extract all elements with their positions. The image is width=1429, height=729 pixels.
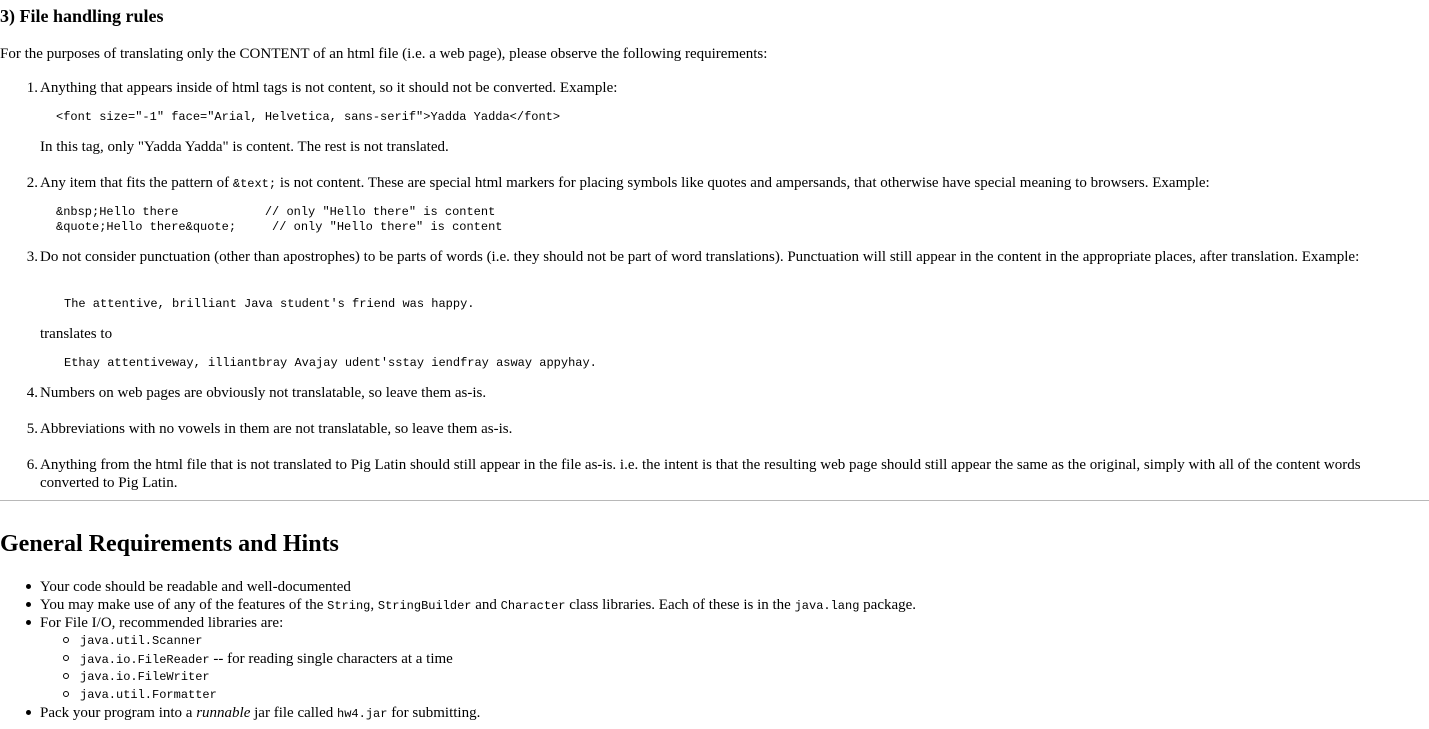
lib-scanner: java.util.Scanner xyxy=(80,634,203,648)
bullet-4-marker xyxy=(26,710,31,715)
rule-3-code-2: Ethay attentiveway, illiantbray Avajay udent'sstay iendfray asway appyhay. xyxy=(64,356,597,370)
bullet-4-pre: Pack your program into a xyxy=(40,705,197,721)
general-bullet-2 xyxy=(40,596,916,615)
lib-1-marker xyxy=(63,637,69,643)
rule-5-text: Abbreviations with no vowels in them are not translatable, so leave them as-is. xyxy=(40,421,513,437)
bullet-4-emphasis: runnable xyxy=(196,705,251,721)
section-heading: 3) File handling rules xyxy=(0,6,164,26)
rule-6-number: 6. xyxy=(26,457,38,473)
code-character: Character xyxy=(500,599,566,613)
rule-1-number: 1. xyxy=(26,80,38,96)
lib-3-marker xyxy=(63,673,69,679)
rule-1-code: <font size="-1" face="Arial, Helvetica, sans-serif">Yadda Yadda</font> xyxy=(56,110,561,124)
rule-6-text: Anything from the html file that is not translated to Pig Latin should still appear in the file as-is. i.e. the intent is that the resulting web page should still appear the same as the original, simply with all of the content words converted to Pig Latin. xyxy=(40,457,1361,491)
bullet-4-mid: jar file called xyxy=(250,705,338,721)
rule-3-between: translates to xyxy=(40,326,113,342)
lib-formatter: java.util.Formatter xyxy=(80,688,217,702)
bullet-4-post: for submitting. xyxy=(387,705,481,721)
lib-filereader: java.io.FileReader xyxy=(80,653,210,667)
general-heading: General Requirements and Hints xyxy=(0,531,339,557)
lib-2-marker xyxy=(63,655,69,661)
lib-filereader-item xyxy=(80,650,453,669)
code-hw4-jar: hw4.jar xyxy=(337,707,388,721)
rule-2-inline-code: &text; xyxy=(232,177,277,191)
bullet-2-mid: class libraries. Each of these is in the xyxy=(565,597,795,613)
lib-filereader-note: -- for reading single characters at a time xyxy=(209,651,453,667)
bullet-2-marker xyxy=(26,602,31,607)
section-divider xyxy=(0,500,1429,501)
rule-3-code-1: The attentive, brilliant Java student's friend was happy. xyxy=(64,297,475,311)
rule-4-number: 4. xyxy=(26,385,38,401)
rule-1-text: Anything that appears inside of html tags is not content, so it should not be converted. Example: xyxy=(40,80,618,96)
bullet-2-post: package. xyxy=(859,597,917,613)
rule-2-text-a: Any item that fits the pattern of xyxy=(40,175,233,191)
intro-paragraph: For the purposes of translating only the CONTENT of an html file (i.e. a web page), please observe the following requirements: xyxy=(0,46,768,62)
lib-filewriter: java.io.FileWriter xyxy=(80,670,210,684)
general-bullet-1: Your code should be readable and well-documented xyxy=(40,579,351,595)
general-bullet-3: For File I/O, recommended libraries are: xyxy=(40,615,284,631)
rule-2-text xyxy=(40,174,1210,193)
bullet-3-marker xyxy=(26,620,31,625)
code-java-lang: java.lang xyxy=(794,599,860,613)
rule-5-number: 5. xyxy=(26,421,38,437)
general-bullet-4 xyxy=(40,704,480,723)
code-stringbuilder: StringBuilder xyxy=(377,599,472,613)
rule-2-number: 2. xyxy=(26,175,38,191)
bullet-2-pre: You may make use of any of the features of the xyxy=(40,597,328,613)
bullet-1-marker xyxy=(26,584,31,589)
rule-3-number: 3. xyxy=(26,249,38,265)
bullet-2-sep-2: and xyxy=(471,597,501,613)
rule-2-code: &nbsp;Hello there // only "Hello there" is content &quote;Hello there&quote; // only "Hello there" is content xyxy=(56,205,503,234)
rule-3-text: Do not consider punctuation (other than apostrophes) to be parts of words (i.e. they should not be part of word translations). Punctuation will still appear in the content in the appropriate places, after translation. Example: xyxy=(40,249,1360,265)
rule-4-text: Numbers on web pages are obviously not translatable, so leave them as-is. xyxy=(40,385,487,401)
code-string: String xyxy=(327,599,371,613)
bullet-2-sep-1: , xyxy=(370,597,378,613)
rule-2-text-b: is not content. These are special html markers for placing symbols like quotes and ampersands, that otherwise have special meaning to browsers. Example: xyxy=(276,175,1210,191)
lib-4-marker xyxy=(63,691,69,697)
rule-1-note: In this tag, only "Yadda Yadda" is content. The rest is not translated. xyxy=(40,139,449,155)
